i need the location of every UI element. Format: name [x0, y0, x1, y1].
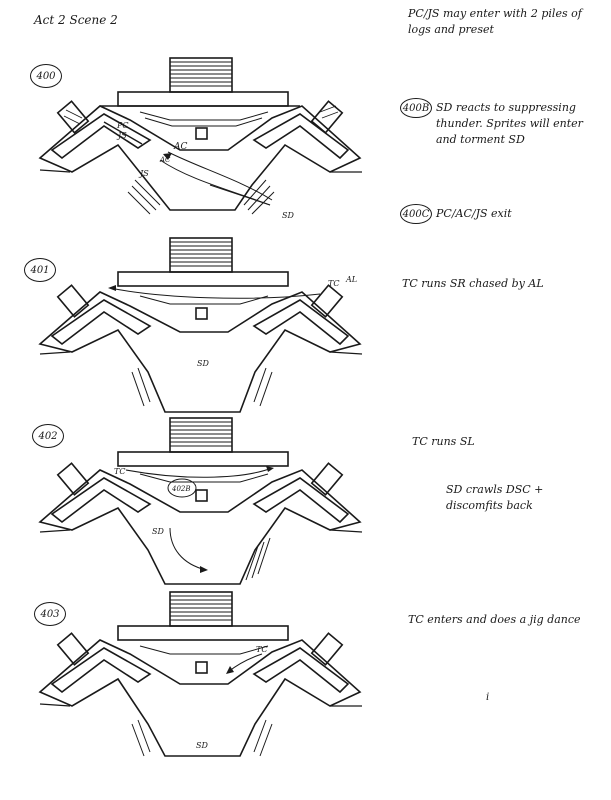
block402-sd-label: SD	[152, 527, 164, 536]
cue-400-label: 400	[36, 70, 56, 82]
cue-401-label: 401	[30, 264, 50, 276]
scene-heading: Act 2 Scene 2	[34, 13, 118, 27]
note-400c: PC/AC/JS exit	[436, 207, 512, 220]
note-403: TC enters and does a jig dance	[408, 613, 581, 626]
block403-tc-label: TC	[256, 645, 268, 654]
note-402a: TC runs SL	[412, 435, 475, 448]
block403-mark: i	[486, 692, 490, 703]
block400-pc-label: PC	[117, 121, 129, 130]
note-402b: SD crawls DSC + discomfits back	[446, 483, 544, 512]
block403-sd-label: SD	[196, 741, 208, 750]
block400-ac-label: AC	[174, 142, 188, 152]
block401-sd-label: SD	[197, 359, 209, 368]
block402-tc-label: TC	[114, 467, 126, 476]
preset-note: PC/JS may enter with 2 piles of logs and preset	[408, 7, 582, 36]
cue-402-label: 402	[38, 430, 58, 442]
cue-400b-label: 400B	[402, 102, 430, 114]
note-401: TC runs SR chased by AL	[402, 277, 544, 290]
block400-sd-label: SD	[282, 211, 294, 220]
block401-tc-label: TC	[328, 279, 340, 288]
block400-ac2-label: AC	[160, 156, 171, 164]
block400-js-label: JS	[140, 169, 149, 178]
block402-inner-cue: 402B	[172, 485, 191, 493]
block400-js-upper-label: JS	[118, 131, 127, 140]
note-400b: SD reacts to suppressing thunder. Sprites will enter and torment SD	[436, 101, 583, 146]
cue-400c-label: 400C	[402, 208, 430, 220]
cue-403-label: 403	[40, 608, 60, 620]
stage-plan-403	[40, 592, 362, 756]
block401-al-label: AL	[346, 275, 358, 284]
